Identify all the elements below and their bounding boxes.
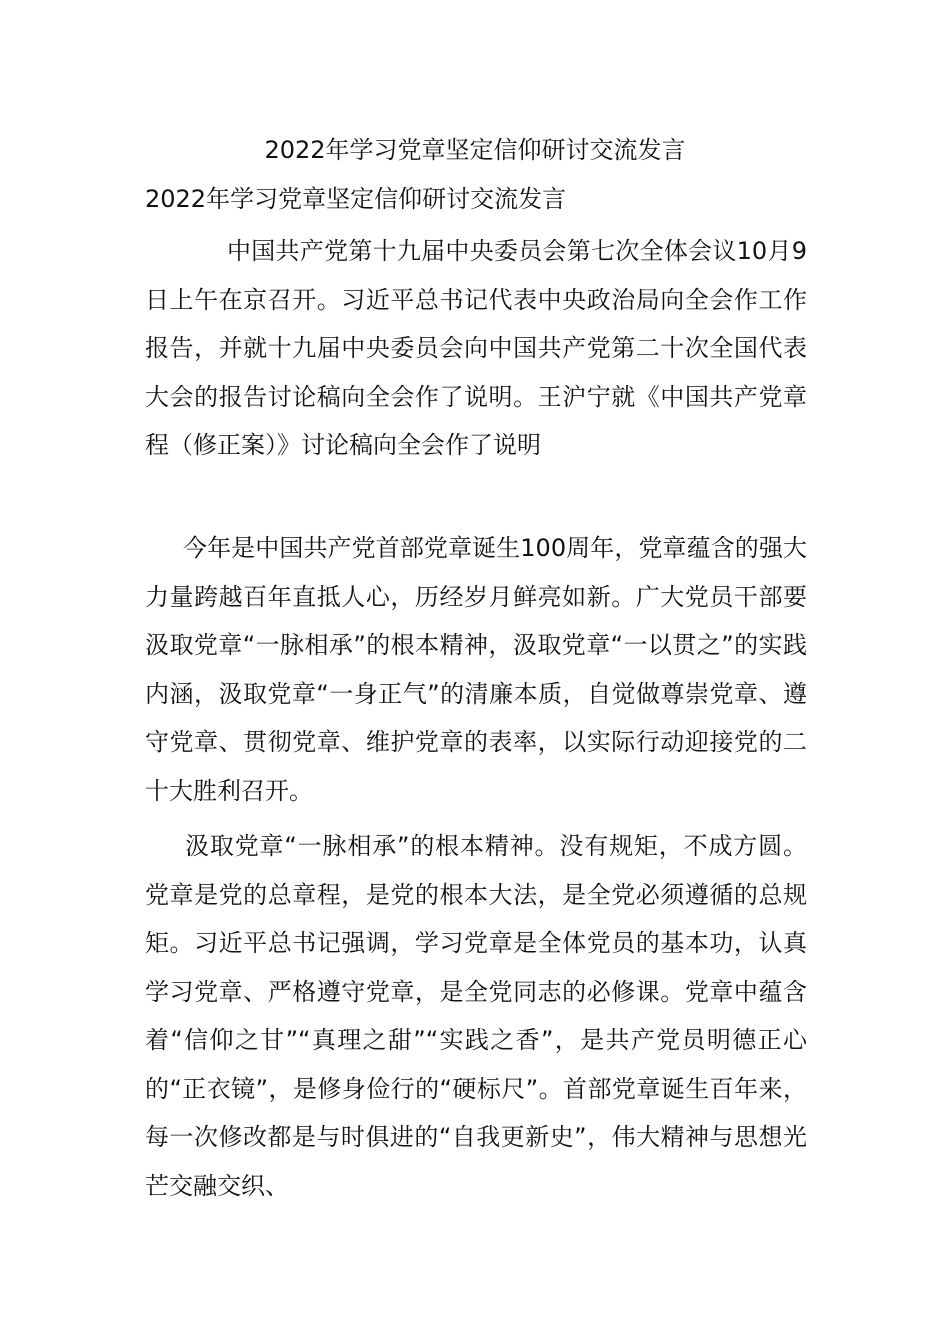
document-title: 2022年学习党章坚定信仰研讨交流发言 [264,136,686,164]
paragraph-fundamental-spirit: 汲取党章“一脉相承”的根本精神。没有规矩，不成方圆。党章是党的总章程，是党的根本大法，是全党必须遵循的总规矩。习近平总书记强调，学习党章是全体党员的基本功，认真学习党章、严格遵守党章，是全党同志的必修课。党章中蕴含着“信仰之甘”“真理之甜”“实践之香”，是共产党员明德正心的“正衣镜”，是修身俭行的“硬标尺”。首部党章诞生百年来，每一次修改都是与时俱进的“自我更新史”，伟大精神与思想光芒交融交织、 [145,832,807,1200]
paragraph-centenary: 今年是中国共产党首部党章诞生100周年，党章蕴含的强大力量跨越百年直抵人心，历经岁月鲜亮如新。广大党员干部要汲取党章“一脉相承”的根本精神，汲取党章“一以贯之”的实践内涵，汲取党章“一身正气”的清廉本质，自觉做尊崇党章、遵守党章、贯彻党章、维护党章的表率，以实际行动迎接党的二十大胜利召开。 [145,534,807,805]
paragraph-plenary-session: 中国共产党第十九届中央委员会第七次全体会议10月9日上午在京召开。习近平总书记代表中央政治局向全会作工作报告，并就十九届中央委员会向中国共产党第二十次全国代表大会的报告讨论稿向全会作了说明。王沪宁就《中国共产党章程（修正案）》讨论稿向全会作了说明 [145,237,807,459]
document-subtitle: 2022年学习党章坚定信仰研讨交流发言 [145,185,567,213]
